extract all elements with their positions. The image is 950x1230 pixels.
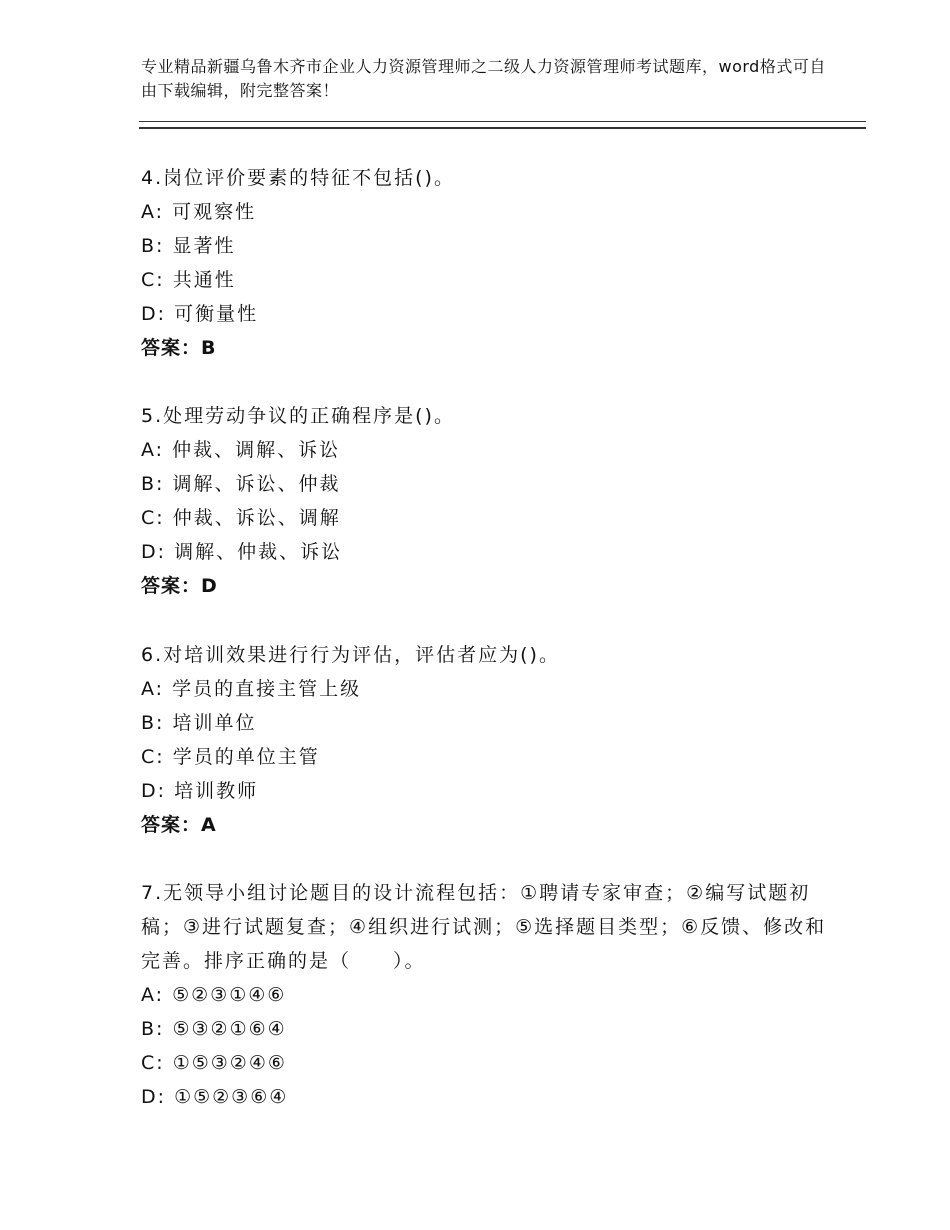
question-6 [141, 638, 841, 842]
option-b: B: 显著性 [141, 235, 236, 257]
option-a: A: 学员的直接主管上级 [141, 678, 362, 700]
option-a: A: 可观察性 [141, 201, 257, 223]
answer-label: 答案：D [141, 575, 218, 597]
document-header [141, 55, 831, 103]
answer-label: 答案：A [141, 814, 217, 836]
question-4 [141, 161, 841, 365]
option-a: A: 仲裁、调解、诉讼 [141, 439, 341, 461]
question-stem: 4.岗位评价要素的特征不包括()。 [141, 167, 455, 189]
option-d: D: ①⑤②③⑥④ [141, 1086, 289, 1108]
option-b: B: 培训单位 [141, 712, 257, 734]
option-b: B: 调解、诉讼、仲裁 [141, 473, 341, 495]
header-divider [139, 121, 866, 129]
option-c: C: 共通性 [141, 269, 236, 291]
question-stem: 7.无领导小组讨论题目的设计流程包括：①聘请专家审查；②编写试题初稿；③进行试题复查；④组织进行试测；⑤选择题目类型；⑥反馈、修改和完善。排序正确的是（ ）。 [141, 882, 827, 972]
header-title: 专业精品新疆乌鲁木齐市企业人力资源管理师之二级人力资源管理师考试题库，word格式可自由下载编辑，附完整答案！ [141, 57, 826, 100]
option-c: C: ①⑤③②④⑥ [141, 1052, 287, 1074]
option-d: D: 培训教师 [141, 780, 259, 802]
option-d: D: 调解、仲裁、诉讼 [141, 541, 343, 563]
question-7 [141, 876, 841, 1114]
answer-label: 答案：B [141, 337, 217, 359]
option-d: D: 可衡量性 [141, 303, 259, 325]
option-b: B: ⑤③②①⑥④ [141, 1018, 287, 1040]
question-5 [141, 399, 841, 603]
option-c: C: 学员的单位主管 [141, 746, 320, 768]
option-a: A: ⑤②③①④⑥ [141, 984, 287, 1006]
question-stem: 5.处理劳动争议的正确程序是()。 [141, 405, 455, 427]
question-stem: 6.对培训效果进行行为评估，评估者应为()。 [141, 644, 560, 666]
option-c: C: 仲裁、诉讼、调解 [141, 507, 341, 529]
